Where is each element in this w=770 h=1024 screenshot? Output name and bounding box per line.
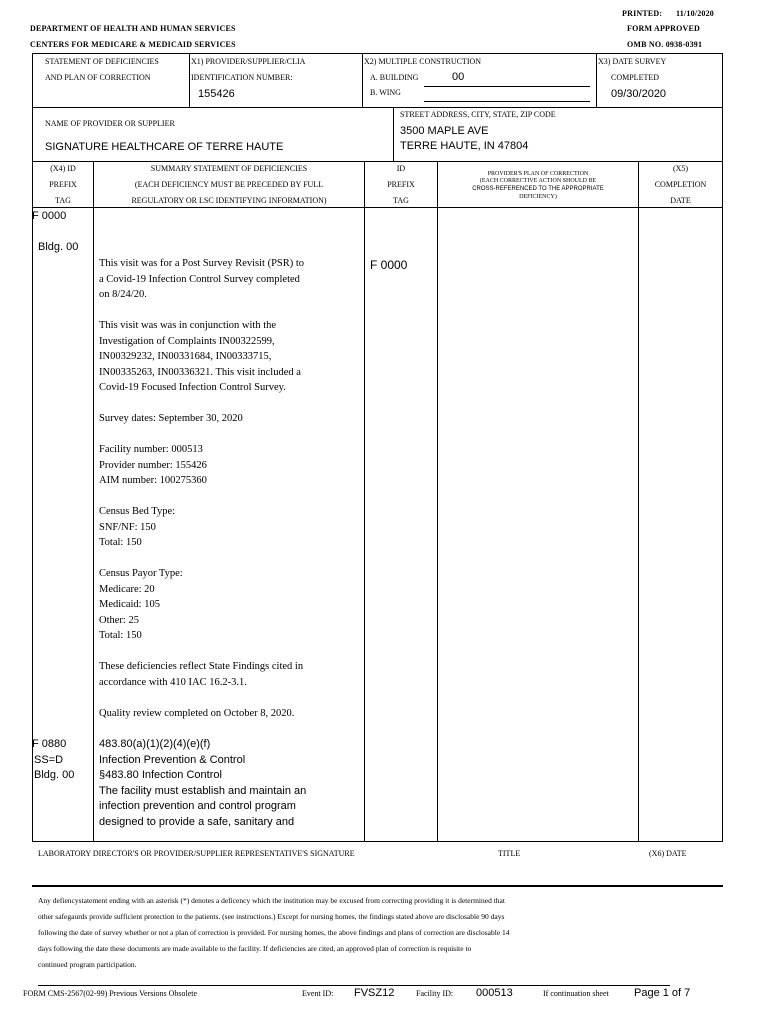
bldg-2: Bldg. 00 <box>34 769 75 781</box>
text-line: Total: 150 <box>99 537 142 548</box>
summary-label-3: REGULATORY OR LSC IDENTIFYING INFORMATION) <box>131 196 327 205</box>
text-line: Covid-19 Focused Infection Control Survey. <box>99 382 286 393</box>
para-census-bed <box>99 504 361 551</box>
survey-date-value: 09/30/2020 <box>611 88 667 100</box>
text-line: on 8/24/20. <box>99 289 147 300</box>
page-number: Page 1 of 7 <box>634 987 691 999</box>
text-line: Census Bed Type: <box>99 506 176 517</box>
printed-label: PRINTED: <box>622 9 663 18</box>
text-line: Medicaid: 105 <box>99 599 160 610</box>
text-line: 483.80(a)(1)(2)(4)(e)(f) <box>99 738 211 750</box>
address-line-1: 3500 MAPLE AVE <box>400 125 489 137</box>
tag-f0000: F 0000 <box>32 210 67 222</box>
text-line: Provider number: 155426 <box>99 459 207 471</box>
building-value: 00 <box>452 71 465 83</box>
text-line: SNF/NF: 150 <box>99 521 156 533</box>
title-label: TITLE <box>498 849 521 858</box>
text-line: Investigation of Complaints IN00322599, <box>99 335 275 347</box>
summary-label-1: SUMMARY STATEMENT OF DEFICIENCIES <box>150 164 308 173</box>
wing-label: B. WING <box>370 88 401 97</box>
text-line: a Covid-19 Infection Control Survey completed <box>99 273 300 285</box>
text-line: continued program participation. <box>38 960 137 969</box>
signature-divider <box>32 885 723 887</box>
text-line: This visit was for a Post Survey Revisit (PSR) to <box>99 258 305 269</box>
plan-label-2: (EACH CORRECTIVE ACTION SHOULD BE <box>479 178 597 184</box>
text-line: other safegaurds provide sufficient protection to the patients. (see instructions.) Except for nursing homes, the findings stated above are disclosable 90 days <box>38 912 505 921</box>
para-complaints <box>99 318 361 396</box>
x3-label-1: X3) DATE SURVEY <box>598 57 667 66</box>
department-title: DEPARTMENT OF HEALTH AND HUMAN SERVICES <box>30 24 236 33</box>
text-line: Census Payor Type: <box>99 568 183 579</box>
provider-name-value: SIGNATURE HEALTHCARE OF TERRE HAUTE <box>45 141 284 153</box>
text-line: These deficiencies reflect State Findings cited in <box>99 661 304 672</box>
text-line: Other: 25 <box>99 614 139 626</box>
form-label: FORM CMS-2567(02-99) Previous Versions Obsolete <box>23 989 198 998</box>
centers-title: CENTERS FOR MEDICARE & MEDICAID SERVICES <box>30 40 236 49</box>
text-line: IN00335263, IN00336321. This visit included a <box>99 366 301 378</box>
text-line: Infection Prevention & Control <box>99 753 246 766</box>
id-label-1: ID <box>396 164 406 173</box>
text-line: accordance with 410 IAC 16.2-3.1. <box>99 676 247 688</box>
event-id-value: FVSZ12 <box>354 987 395 999</box>
right-tag-f0000: F 0000 <box>370 258 408 272</box>
tag-f0880-block <box>32 737 74 784</box>
statement-label-1: STATEMENT OF DEFICIENCIES <box>45 57 159 66</box>
text-line: Facility number: 000513 <box>99 444 203 455</box>
regulation-text <box>99 737 361 830</box>
bldg-1: Bldg. 00 <box>38 241 79 253</box>
x4-label-1: (X4) ID <box>50 164 76 173</box>
x3-label-2: COMPLETED <box>611 73 659 82</box>
building-label: A. BUILDING <box>370 73 419 82</box>
text-line: Total: 150 <box>99 630 142 641</box>
tag-f0880: F 0880 <box>32 738 67 750</box>
para-survey-dates <box>99 411 361 427</box>
id-label-2: PREFIX <box>387 180 415 189</box>
address-label: STREET ADDRESS, CITY, STATE, ZIP CODE <box>400 110 556 119</box>
x4-label-3: TAG <box>55 196 71 205</box>
text-line: This visit was was in conjunction with the <box>99 320 277 331</box>
plan-label-3: CROSS-REFERENCED TO THE APPROPRIATE <box>472 186 604 192</box>
text-line: AIM number: 100275360 <box>99 475 207 486</box>
text-line: days following the date these documents are made available to the facility. If deficiencies are cited, an approved plan of correction is requisite to <box>38 944 472 953</box>
x1-label-1: X1) PROVIDER/SUPPLIER/CLIA <box>191 57 306 66</box>
plan-label-1: PROVIDER'S PLAN OF CORRECTION <box>487 171 589 177</box>
x1-label-2: IDENTIFICATION NUMBER: <box>191 73 293 82</box>
facility-id-value: 000513 <box>476 987 513 999</box>
x4-label-2: PREFIX <box>49 180 77 189</box>
para-census-payor <box>99 566 361 644</box>
continuation-label: If continuation sheet <box>543 989 609 998</box>
text-line: Any defiencystatement ending with an asterisk (*) denotes a deficency which the institution may be excused from correcting providing it is determined that <box>38 896 505 905</box>
id-label-3: TAG <box>393 196 409 205</box>
para-quality-review <box>99 706 361 722</box>
printed-date: 11/10/2020 <box>676 9 715 18</box>
bottom-rule <box>38 985 670 986</box>
x5-label-3: DATE <box>670 196 691 205</box>
para-facility-numbers <box>99 442 361 489</box>
omb-number: OMB NO. 0938-0391 <box>627 40 703 49</box>
text-line: designed to provide a safe, sanitary and <box>99 815 295 828</box>
x5-label-1: (X5) <box>672 164 689 173</box>
text-line: infection prevention and control program <box>99 800 296 812</box>
disclosure-note <box>38 893 718 973</box>
para-psr <box>99 256 361 303</box>
text-line: IN00329232, IN00331684, IN00333715, <box>99 351 272 362</box>
x6-date-label: (X6) DATE <box>649 849 687 858</box>
event-id-label: Event ID: <box>302 989 334 998</box>
facility-id-label: Facility ID: <box>416 989 454 998</box>
text-line: Survey dates: September 30, 2020 <box>99 413 243 424</box>
provider-name-label: NAME OF PROVIDER OR SUPPLIER <box>45 119 175 128</box>
x5-label-2: COMPLETION <box>654 180 707 189</box>
form-approved: FORM APPROVED <box>627 24 701 33</box>
text-line: §483.80 Infection Control <box>99 769 222 781</box>
x2-label: X2) MULTIPLE CONSTRUCTION <box>364 57 482 66</box>
text-line: following the date of survey whether or not a plan of correction is provided. For nursing homes, the above findings and plans of correction are disclosable 14 <box>38 928 510 937</box>
address-line-2: TERRE HAUTE, IN 47804 <box>400 140 529 152</box>
text-line: Quality review completed on October 8, 2020. <box>99 707 295 719</box>
summary-label-2: (EACH DEFICIENCY MUST BE PRECEDED BY FULL <box>134 180 324 189</box>
statement-label-2: AND PLAN OF CORRECTION <box>45 73 151 82</box>
para-state-findings <box>99 659 361 690</box>
signature-label: LABORATORY DIRECTOR'S OR PROVIDER/SUPPLIER REPRESENTATIVE'S SIGNATURE <box>38 849 355 858</box>
plan-label-4: DEFICIENCY) <box>519 194 557 200</box>
provider-id-value: 155426 <box>198 88 235 100</box>
text-line: The facility must establish and maintain an <box>99 784 307 797</box>
finding-paragraphs <box>99 256 361 721</box>
text-line: Medicare: 20 <box>99 583 155 595</box>
scope-severity: SS=D <box>34 753 64 766</box>
